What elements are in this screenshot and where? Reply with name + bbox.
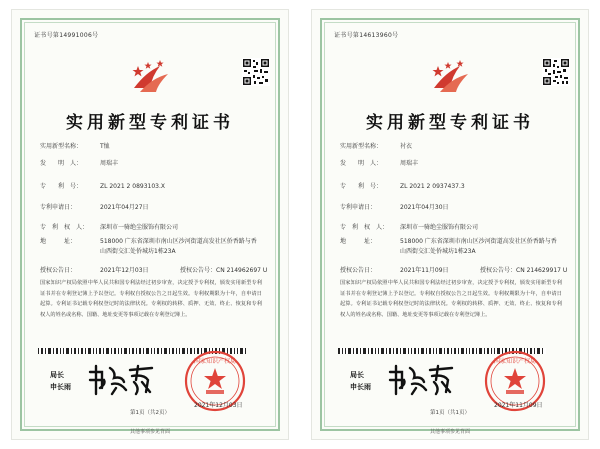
field-patent-number: 专 利 号： ZL 2021 2 0893103.X — [40, 183, 166, 190]
seal-date: 2021年12月03日 — [194, 402, 243, 409]
patent-certificate-2 — [312, 10, 588, 439]
field-utility-model-name: 实用新型名称： 衬衣 — [340, 143, 413, 150]
director-title: 局长 — [50, 371, 64, 379]
certificate-title: 实用新型专利证书 — [366, 113, 534, 133]
field-grant-announcement: 授权公告日： 2021年12月03日 授权公告号：CN 214962697 U — [40, 267, 268, 274]
director-signature — [386, 358, 456, 398]
seal-text: 国家知识产权局 — [493, 358, 537, 365]
field-patent-number: 专 利 号： ZL 2021 2 0937437.3 — [340, 183, 465, 190]
certificate-body-text: 国家知识产权局依照中华人民共和国专利法经过初步审查，决定授予专利权，颁发实用新型专利证书并在专利登记簿上予以登记。专利权自授权公告之日起生效。专利权期限为十年，自申请日起算。专利证书记载专利权登记时的法律状况。专利权的转移、质押、无效、终止、恢复和专利权人的姓名或名称、国籍、地址变更等事项记载在专利登记簿上。 — [340, 280, 562, 318]
patent-certificate-1 — [12, 10, 288, 439]
page-indicator: 第1页（共2页） — [130, 410, 170, 416]
certificate-number: 证书号第14991006号 — [34, 32, 99, 39]
qr-code-icon — [542, 58, 570, 86]
field-address: 地 址： 518000 广东省深圳市南山区沙河街道高发社区侨香路与香山西街交汇处侨城坊1栋23A — [40, 238, 257, 255]
field-inventor: 发 明 人： 周瑞丰 — [40, 160, 119, 167]
qr-code-icon — [242, 58, 270, 86]
seal-date: 2021年11月09日 — [494, 402, 543, 409]
director-name: 申长雨 — [50, 383, 71, 391]
director-signature — [86, 358, 156, 398]
field-patentee: 专 利 权 人： 深圳市一骑绝尘服饰有限公司 — [340, 224, 479, 231]
footer-note: 其他事项参见背面 — [129, 429, 170, 435]
seal-text: 国家知识产权局 — [193, 358, 237, 365]
patent-office-emblem-icon — [130, 58, 174, 98]
page-indicator: 第1页（共1页） — [430, 410, 470, 416]
certificate-body-text: 国家知识产权局依照中华人民共和国专利法经过初步审查，决定授予专利权，颁发实用新型专利证书并在专利登记簿上予以登记。专利权自授权公告之日起生效。专利权期限为十年，自申请日起算。专利证书记载专利权登记时的法律状况。专利权的转移、质押、无效、终止、恢复和专利权人的姓名或名称、国籍、地址变更等事项记载在专利登记簿上。 — [40, 280, 262, 318]
field-grant-announcement: 授权公告日： 2021年11月09日 授权公告号：CN 214629917 U — [340, 267, 568, 274]
certificate-number: 证书号第14613960号 — [334, 32, 399, 39]
field-utility-model-name: 实用新型名称： T恤 — [40, 143, 110, 150]
director-title: 局长 — [350, 371, 364, 379]
field-application-date: 专利申请日： 2021年04月30日 — [340, 204, 449, 211]
director-name: 申长雨 — [350, 383, 371, 391]
field-address: 地 址： 518000 广东省深圳市南山区沙河街道高发社区侨香路与香山西街交汇处侨城坊1栋23A — [340, 238, 557, 255]
certificate-title: 实用新型专利证书 — [66, 113, 234, 133]
patent-office-emblem-icon — [430, 58, 474, 98]
field-inventor: 发 明 人： 周瑞丰 — [340, 160, 419, 167]
field-application-date: 专利申请日： 2021年04月27日 — [40, 204, 149, 211]
field-patentee: 专 利 权 人： 深圳市一骑绝尘服饰有限公司 — [40, 224, 179, 231]
footer-note: 其他事项参见背面 — [429, 429, 470, 435]
